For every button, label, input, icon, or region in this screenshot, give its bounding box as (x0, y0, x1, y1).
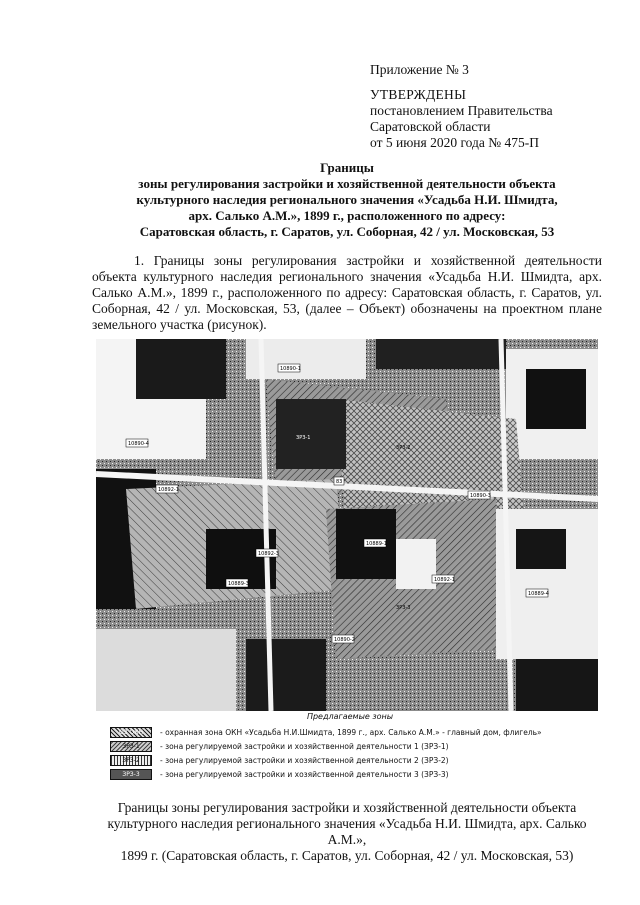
title-line-4: арх. Салько А.М.», 1899 г., расположенного по адресу: (188, 208, 506, 223)
map-label-6: 10892-1 (434, 577, 455, 583)
caption-line-3: 1899 г. (Саратовская область, г. Саратов, ул. Соборная, 42 / ул. Московская, 53) (120, 848, 574, 863)
map-building-1 (136, 339, 226, 399)
legend-swatch-zrz2: ЗРЗ-2 (110, 755, 152, 766)
map-building-7 (246, 639, 326, 711)
map-building-2 (376, 339, 506, 369)
legend-row (110, 725, 590, 739)
body-paragraph: 1. Границы зоны регулирования застройки и хозяйственной деятельности объекта культурного наследия регионального значения «Усадьба Н.И. Шмидта, арх. Салько А.М.», 1899 г., расположенного по адресу: Саратовская область, г. Саратов, ул. Соборная, 42 / ул. Московская, 53, (далее – Объект) обозначены на проектном плане земельного участка (рисунок). (92, 253, 602, 332)
map-legend (110, 712, 590, 781)
approval-stamp (370, 62, 620, 151)
figure-caption (92, 800, 602, 864)
approval-line-3: от 5 июня 2020 года № 475-П (370, 135, 540, 150)
map-label-10: 10889-4 (528, 591, 549, 597)
map-building-3 (526, 369, 586, 429)
map-label-8: 10890-4 (128, 441, 149, 447)
approval-line-2: Саратовской области (370, 119, 491, 134)
legend-text: - зона регулируемой застройки и хозяйственной деятельности 1 (ЗРЗ-1) (160, 741, 449, 751)
caption-line-1: Границы зоны регулирования застройки и хозяйственной деятельности объекта (117, 800, 577, 815)
map-label-11: 83 (336, 479, 343, 485)
map-building-6 (516, 529, 566, 569)
title-line-3: культурного наследия регионального значения «Усадьба Н.И. Шмидта, (136, 192, 558, 207)
map-building-8 (516, 659, 598, 711)
approval-line-1: постановлением Правительства (370, 103, 553, 118)
title-line-1: Границы (320, 160, 374, 175)
map-label-7: 10890-2 (334, 637, 355, 643)
site-plan-map (96, 339, 598, 711)
legend-row (110, 739, 590, 753)
legend-swatch-oz: ОЗ ОКН (110, 727, 152, 738)
map-label-2: 10892-1 (158, 487, 179, 493)
map-label-12: ЗРЗ-1 (296, 435, 311, 441)
map-label-14: ЗРЗ-3 (396, 605, 411, 611)
map-label-13: ЗРЗ-2 (396, 445, 411, 451)
map-block-sw (96, 629, 236, 711)
map-building-4 (276, 399, 346, 469)
site-plan-svg (96, 339, 598, 711)
legend-text: - охранная зона ОКН «Усадьба Н.И.Шмидта, 1899 г., арх. Салько А.М.» - главный дом, флигель» (160, 727, 542, 737)
legend-text: - зона регулируемой застройки и хозяйственной деятельности 3 (ЗРЗ-3) (160, 769, 449, 779)
legend-swatch-zrz1: ЗРЗ-1 (110, 741, 152, 752)
approved-heading: УТВЕРЖДЕНЫ (370, 87, 467, 102)
appendix-number: Приложение № 3 (370, 62, 469, 77)
legend-row (110, 753, 590, 767)
legend-row (110, 767, 590, 781)
map-label-3: 10890-3 (470, 493, 491, 499)
title-line-5: Саратовская область, г. Саратов, ул. Соборная, 42 / ул. Московская, 53 (139, 224, 555, 239)
title-line-2: зоны регулирования застройки и хозяйственной деятельности объекта (138, 176, 556, 191)
legend-text: - зона регулируемой застройки и хозяйственной деятельности 2 (ЗРЗ-2) (160, 755, 449, 765)
document-title (92, 160, 602, 240)
caption-line-2: культурного наследия регионального значения «Усадьба Н.И. Шмидта, арх. Салько А.М.», (107, 816, 587, 847)
legend-swatch-zrz3: ЗРЗ-3 (110, 769, 152, 780)
map-label-5: 10889-3 (228, 581, 249, 587)
map-label-4: 10889-1 (366, 541, 387, 547)
map-label-9: 10892-3 (258, 551, 279, 557)
map-courtyard (396, 539, 436, 589)
map-label-1: 10890-1 (280, 366, 301, 372)
legend-title: Предлагаемые зоны (306, 712, 394, 721)
